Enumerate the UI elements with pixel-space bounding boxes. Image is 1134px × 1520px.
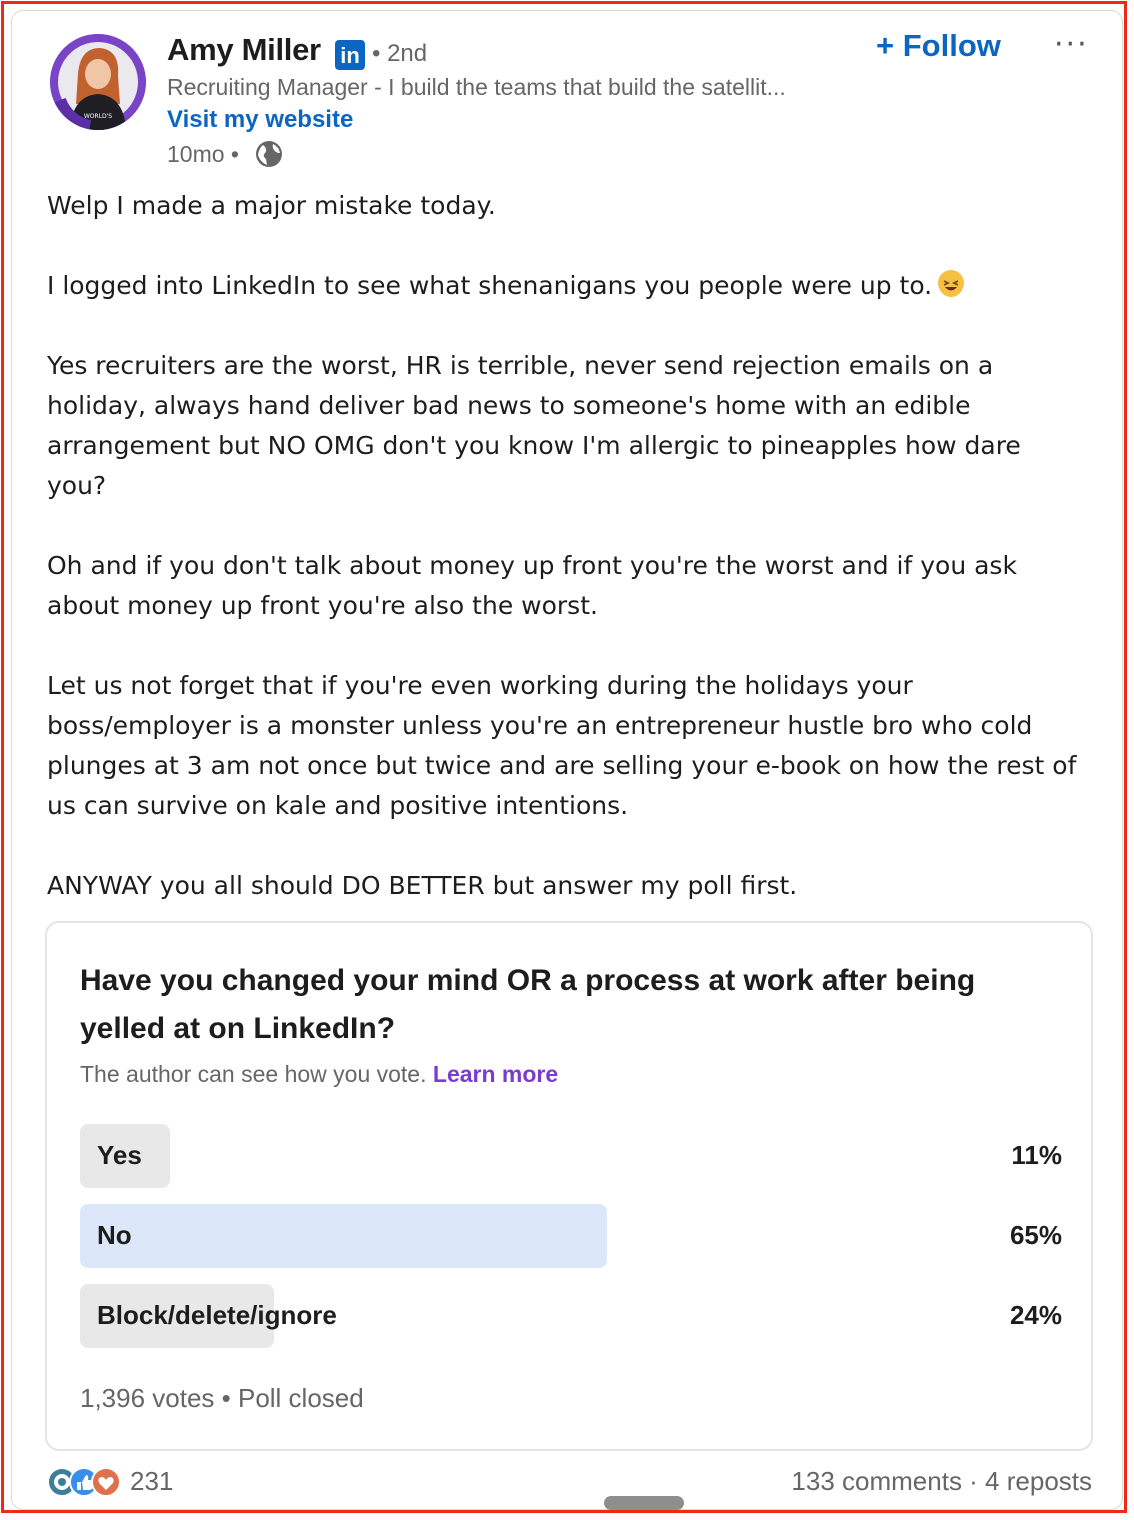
- connection-degree: • 2nd: [372, 40, 428, 67]
- poll-option-percent: 24%: [1009, 1300, 1062, 1330]
- poll-option-label: No: [97, 1220, 132, 1250]
- linkedin-icon: in: [335, 40, 365, 70]
- more-options-icon[interactable]: ···: [1048, 26, 1095, 63]
- author-headline: Recruiting Manager - I build the teams that build the satellit...: [167, 74, 786, 100]
- post-body: [47, 186, 1087, 946]
- visit-website-link[interactable]: Visit my website: [167, 106, 354, 133]
- poll-option[interactable]: [80, 1284, 1062, 1348]
- scroll-handle[interactable]: [604, 1496, 684, 1510]
- reaction-icons[interactable]: [47, 1466, 127, 1498]
- poll-footer: 1,396 votes • Poll closed: [80, 1383, 364, 1413]
- poll-option-bar: [80, 1204, 607, 1268]
- poll-note: [80, 1061, 558, 1088]
- author-avatar[interactable]: [50, 34, 146, 130]
- reaction-count[interactable]: 231: [130, 1466, 174, 1496]
- post-paragraph: Let us not forget that if you're even working during the holidays your boss/employer is a monster unless you're an entrepreneur hustle bro who cold plunges at 3 am not once but twice and are selling your e-book on how the rest of us can survive on kale and positive intentions.: [47, 671, 1077, 820]
- poll-option[interactable]: [80, 1124, 1062, 1188]
- grinning-squinting-emoji-icon: [938, 270, 964, 296]
- poll-question: Have you changed your mind OR a process at work after being yelled at on LinkedIn?: [80, 964, 976, 1045]
- poll-option-label: Yes: [97, 1140, 142, 1170]
- post-time: 10mo •: [167, 141, 239, 167]
- author-name[interactable]: Amy Miller: [167, 32, 321, 67]
- post-paragraph-text: I logged into LinkedIn to see what shenanigans you people were up to.: [47, 271, 933, 300]
- poll-option-percent: 65%: [1009, 1220, 1062, 1250]
- poll-option[interactable]: [80, 1204, 1062, 1268]
- poll-option-percent: 11%: [1011, 1140, 1062, 1170]
- post-paragraph: Yes recruiters are the worst, HR is terrible, never send rejection emails on a holiday, always hand deliver bad news to someone's home with an edible arrangement but NO OMG don't you know I'm allergic to pineapples how dare you?: [47, 351, 1021, 500]
- globe-icon: [254, 139, 284, 169]
- learn-more-link[interactable]: Learn more: [432, 1061, 559, 1087]
- poll-note-text: The author can see how you vote.: [80, 1061, 427, 1087]
- love-reaction-icon: [92, 1468, 120, 1496]
- poll-option-label: Block/delete/ignore: [97, 1300, 337, 1330]
- post-paragraph: Oh and if you don't talk about money up front you're the worst and if you ask about money up front you're also the worst.: [47, 551, 1017, 620]
- poll: [45, 921, 1093, 1451]
- post-paragraph: ANYWAY you all should DO BETTER but answer my poll first.: [47, 871, 798, 900]
- svg-text:WORLD'S: WORLD'S: [83, 113, 113, 120]
- post-paragraph: Welp I made a major mistake today.: [47, 191, 496, 220]
- post-paragraph: [47, 266, 1087, 306]
- follow-button[interactable]: + Follow: [876, 28, 1001, 63]
- comments-reposts-count[interactable]: 133 comments · 4 reposts: [791, 1466, 1092, 1496]
